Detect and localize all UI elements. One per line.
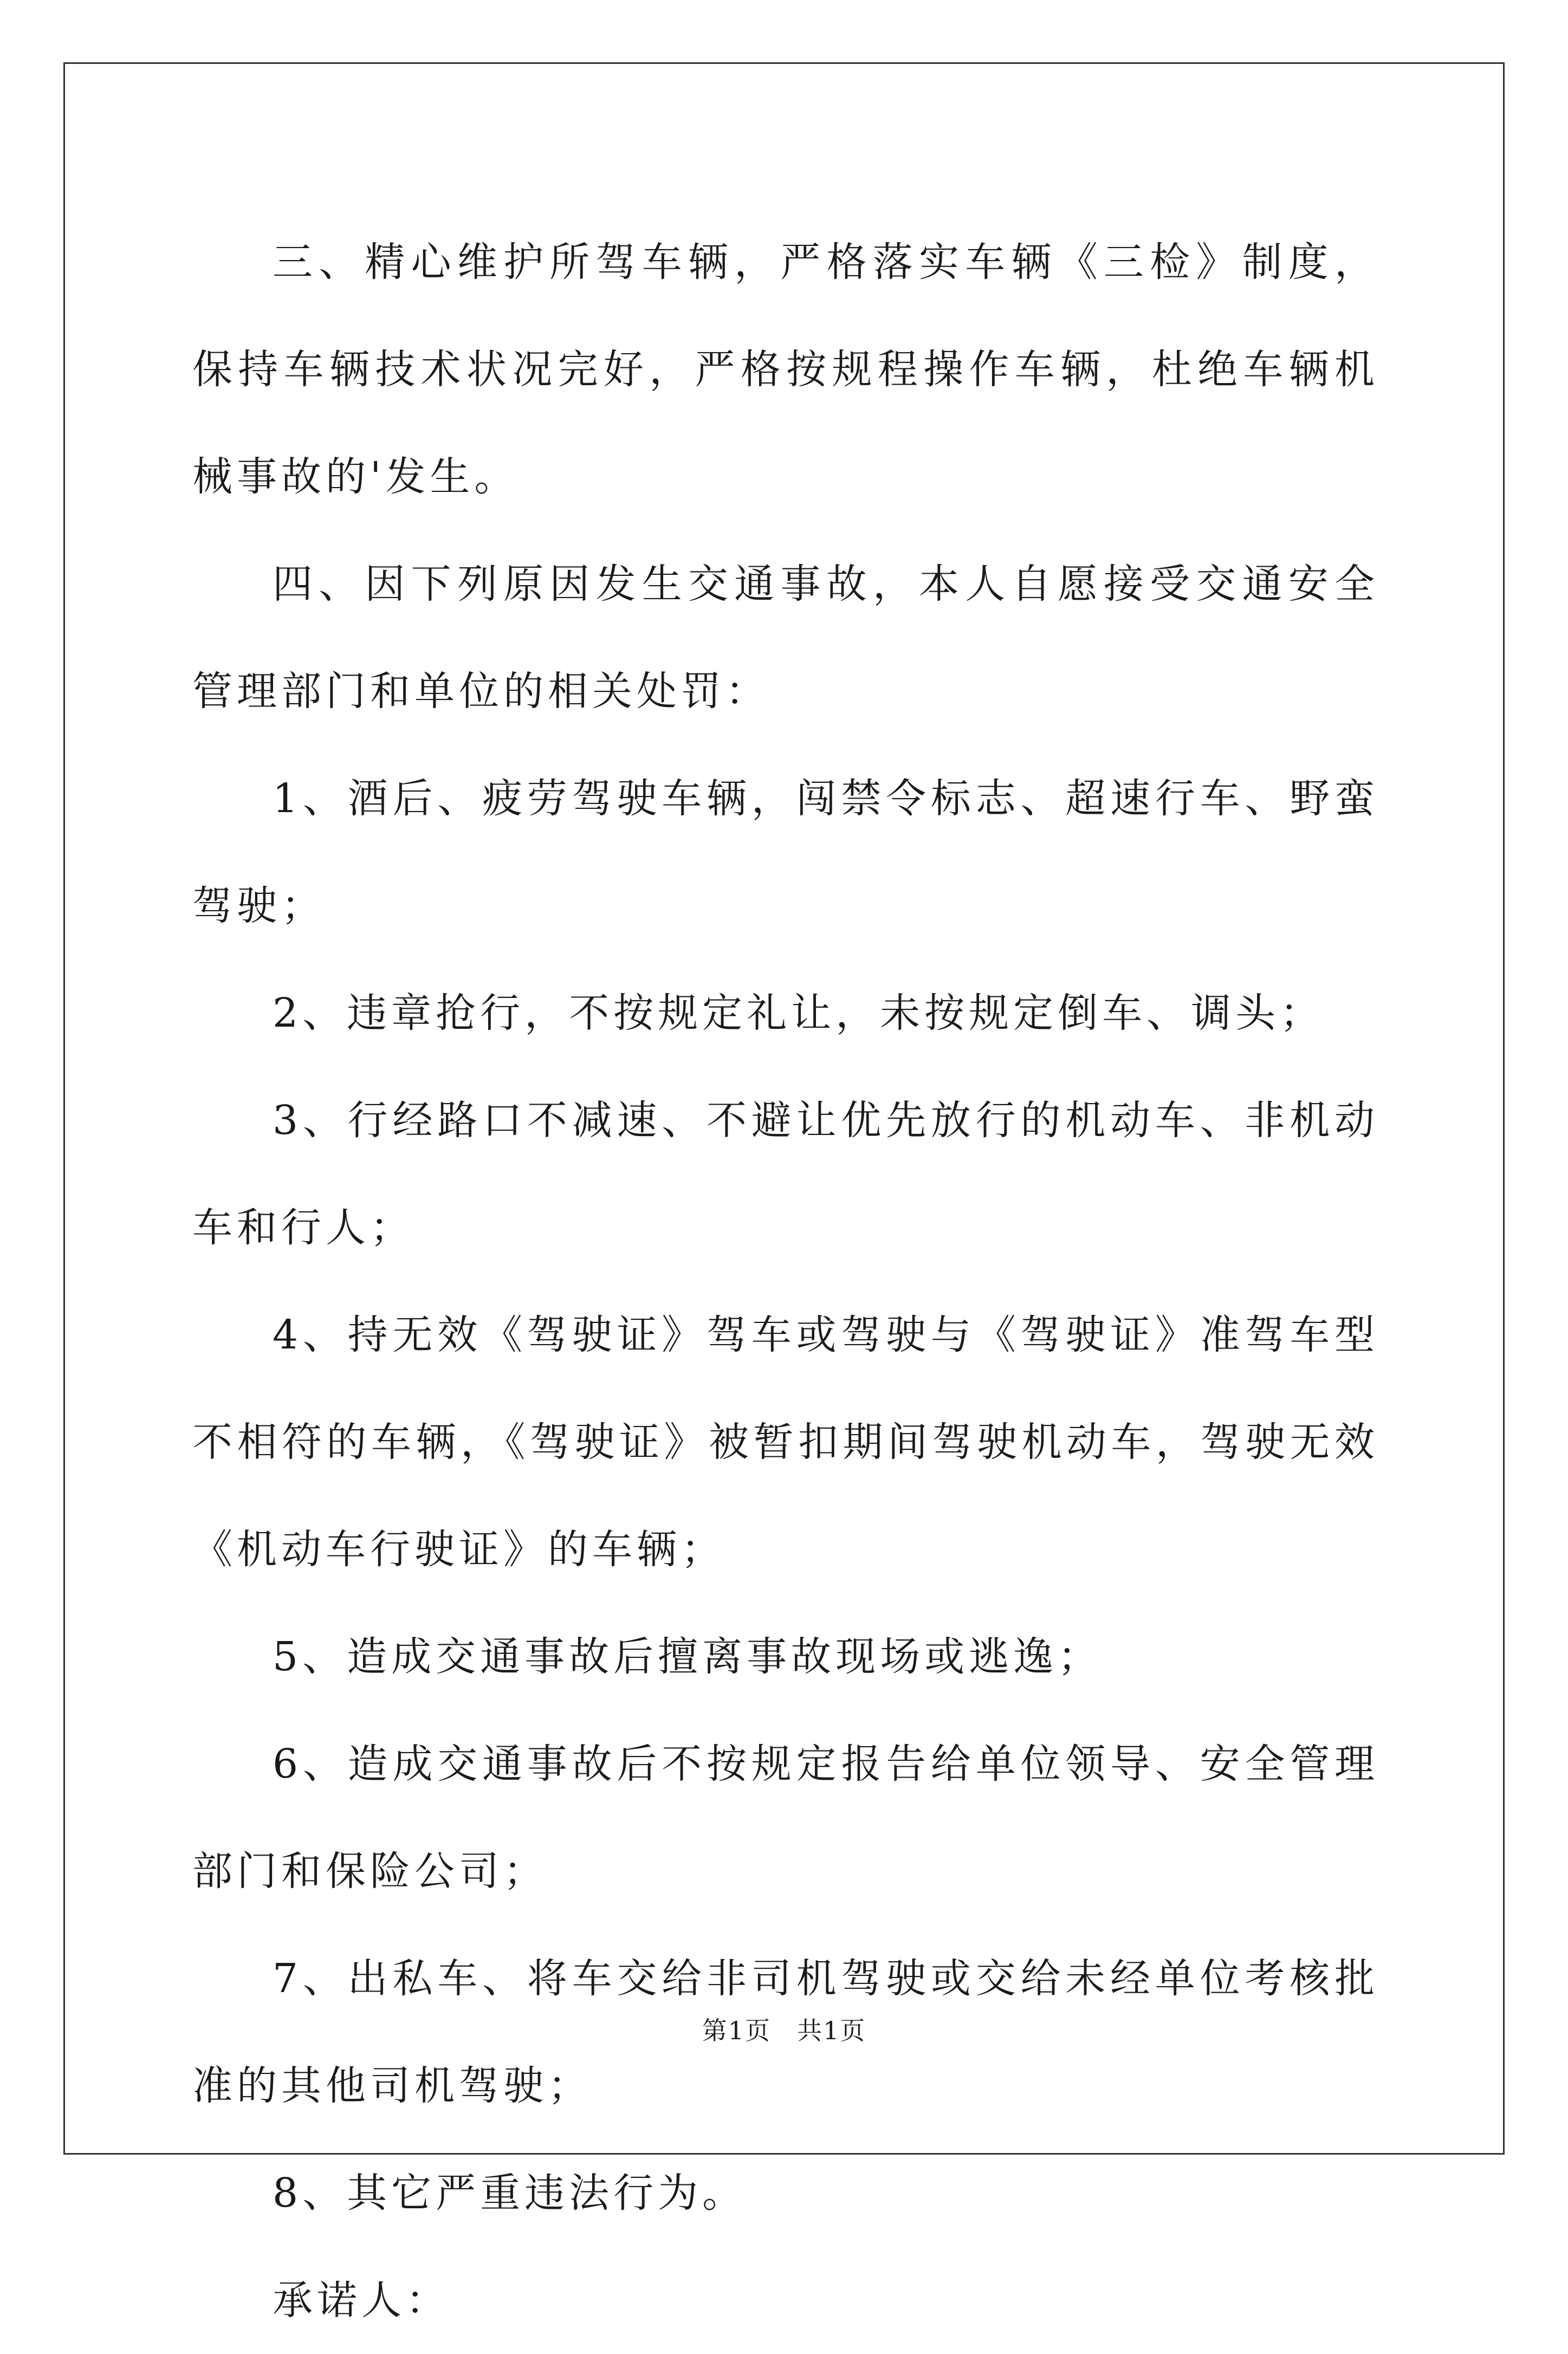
list-item-4: 4、持无效《驾驶证》驾车或驾驶与《驾驶证》准驾车型不相符的车辆，《驾驶证》被暂扣期间驾驶机动车，驾驶无效《机动车行驶证》的车辆；: [192, 1312, 1379, 1573]
paragraph-3-maintenance: 三、精心维护所驾车辆，严格落实车辆《三检》制度，保持车辆技术状况完好，严格按规程操作车辆，杜绝车辆机械事故的'发生。: [192, 239, 1379, 500]
page-footer: [0, 2014, 1568, 2047]
paragraph-4-penalties: 四、因下列原因发生交通事故，本人自愿接受交通安全管理部门和单位的相关处罚：: [192, 561, 1379, 715]
list-item-2: 2、违章抢行，不按规定礼让，未按规定倒车、调头；: [273, 990, 1325, 1036]
list-item-1: 1、酒后、疲劳驾驶车辆，闯禁令标志、超速行车、野蛮驾驶；: [192, 775, 1379, 929]
list-item-8: 8、其它严重违法行为。: [273, 2170, 747, 2216]
promisor-signature-line: 承诺人：: [273, 2277, 450, 2324]
list-item-7: 7、出私车、将车交给非司机驾驶或交给未经单位考核批准的其他司机驾驶；: [192, 1955, 1379, 2109]
total-pages: 共1页: [797, 2016, 866, 2045]
list-item-5: 5、造成交通事故后擅离事故现场或逃逸；: [273, 1633, 1103, 1680]
list-item-6: 6、造成交通事故后不按规定报告给单位领导、安全管理部门和保险公司；: [192, 1741, 1379, 1895]
page-number: 第1页: [702, 2016, 771, 2045]
list-item-3: 3、行经路口不减速、不避让优先放行的机动车、非机动车和行人；: [192, 1097, 1379, 1251]
